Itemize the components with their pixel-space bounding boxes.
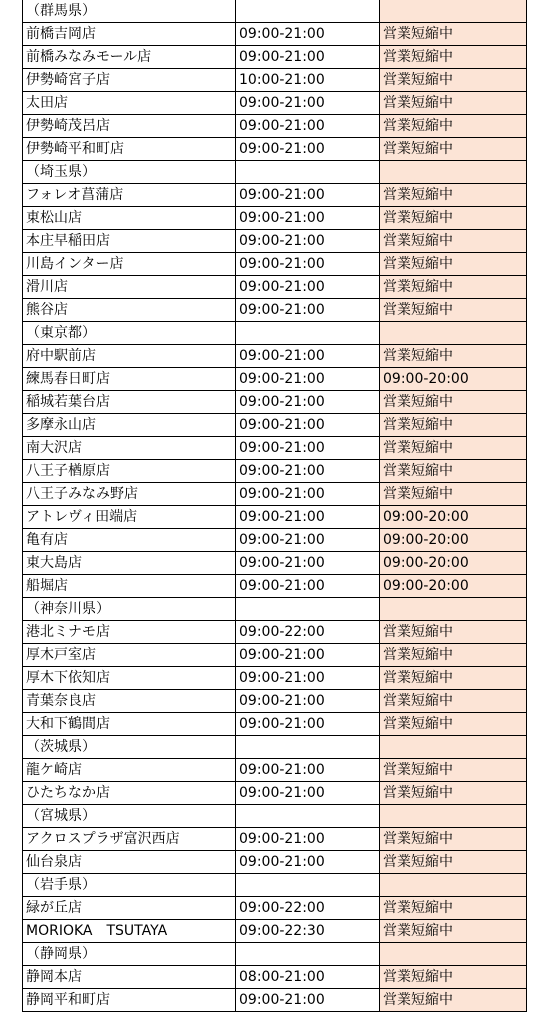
store-name-cell: アトレヴィ田端店 — [23, 506, 236, 529]
store-name-cell: 緑が丘店 — [23, 897, 236, 920]
store-name-cell: 本庄早稲田店 — [23, 230, 236, 253]
store-name-cell: 亀有店 — [23, 529, 236, 552]
regular-hours-cell: 09:00-21:00 — [236, 437, 380, 460]
store-name-cell: フォレオ菖蒲店 — [23, 184, 236, 207]
store-name-cell: 伊勢崎茂呂店 — [23, 115, 236, 138]
regular-hours-cell: 10:00-21:00 — [236, 69, 380, 92]
store-name-cell: 仙台泉店 — [23, 851, 236, 874]
regular-hours-cell — [236, 736, 380, 759]
store-row — [23, 207, 527, 230]
regular-hours-cell — [236, 322, 380, 345]
current-status-cell: 営業短縮中 — [380, 690, 527, 713]
region-header-row — [23, 598, 527, 621]
regular-hours-cell: 09:00-21:00 — [236, 92, 380, 115]
regular-hours-cell — [236, 0, 380, 23]
regular-hours-cell — [236, 598, 380, 621]
store-row — [23, 23, 527, 46]
store-row — [23, 713, 527, 736]
current-status-cell: 09:00-20:00 — [380, 529, 527, 552]
store-name-cell: 府中駅前店 — [23, 345, 236, 368]
current-status-cell: 営業短縮中 — [380, 299, 527, 322]
store-row — [23, 299, 527, 322]
regular-hours-cell: 09:00-22:00 — [236, 621, 380, 644]
region-name-cell: （埼玉県） — [23, 161, 236, 184]
current-status-cell — [380, 943, 527, 966]
regular-hours-cell: 09:00-21:00 — [236, 851, 380, 874]
current-status-cell — [380, 322, 527, 345]
region-header-row — [23, 736, 527, 759]
store-row — [23, 897, 527, 920]
region-name-cell: （岩手県） — [23, 874, 236, 897]
current-status-cell: 営業短縮中 — [380, 345, 527, 368]
store-row — [23, 460, 527, 483]
current-status-cell: 09:00-20:00 — [380, 552, 527, 575]
store-name-cell: 東松山店 — [23, 207, 236, 230]
current-status-cell: 営業短縮中 — [380, 184, 527, 207]
store-row — [23, 230, 527, 253]
store-row — [23, 138, 527, 161]
current-status-cell: 09:00-20:00 — [380, 506, 527, 529]
current-status-cell: 営業短縮中 — [380, 713, 527, 736]
current-status-cell: 営業短縮中 — [380, 92, 527, 115]
store-name-cell: 厚木戸室店 — [23, 644, 236, 667]
regular-hours-cell: 09:00-21:00 — [236, 690, 380, 713]
store-row — [23, 92, 527, 115]
store-row — [23, 920, 527, 943]
regular-hours-cell: 09:00-21:00 — [236, 828, 380, 851]
store-row — [23, 345, 527, 368]
current-status-cell: 営業短縮中 — [380, 138, 527, 161]
store-name-cell: 稲城若葉台店 — [23, 391, 236, 414]
region-name-cell: （茨城県） — [23, 736, 236, 759]
store-name-cell: 東大島店 — [23, 552, 236, 575]
current-status-cell: 営業短縮中 — [380, 989, 527, 1012]
current-status-cell: 営業短縮中 — [380, 483, 527, 506]
store-row — [23, 782, 527, 805]
store-name-cell: 静岡平和町店 — [23, 989, 236, 1012]
current-status-cell: 営業短縮中 — [380, 414, 527, 437]
current-status-cell: 営業短縮中 — [380, 621, 527, 644]
store-name-cell: 太田店 — [23, 92, 236, 115]
region-header-row — [23, 0, 527, 23]
current-status-cell — [380, 805, 527, 828]
current-status-cell: 営業短縮中 — [380, 46, 527, 69]
store-row — [23, 667, 527, 690]
regular-hours-cell: 09:00-21:00 — [236, 529, 380, 552]
store-name-cell: 伊勢崎宮子店 — [23, 69, 236, 92]
current-status-cell: 営業短縮中 — [380, 207, 527, 230]
store-row — [23, 115, 527, 138]
regular-hours-cell: 09:00-21:00 — [236, 46, 380, 69]
region-name-cell: （東京都） — [23, 322, 236, 345]
current-status-cell: 09:00-20:00 — [380, 575, 527, 598]
store-name-cell: 大和下鶴間店 — [23, 713, 236, 736]
region-name-cell: （神奈川県） — [23, 598, 236, 621]
current-status-cell: 営業短縮中 — [380, 437, 527, 460]
current-status-cell — [380, 598, 527, 621]
current-status-cell: 営業短縮中 — [380, 230, 527, 253]
current-status-cell: 営業短縮中 — [380, 460, 527, 483]
current-status-cell: 営業短縮中 — [380, 391, 527, 414]
current-status-cell: 営業短縮中 — [380, 851, 527, 874]
current-status-cell: 営業短縮中 — [380, 276, 527, 299]
region-header-row — [23, 805, 527, 828]
regular-hours-cell: 09:00-21:00 — [236, 368, 380, 391]
current-status-cell: 営業短縮中 — [380, 920, 527, 943]
current-status-cell: 営業短縮中 — [380, 759, 527, 782]
store-name-cell: 八王子楢原店 — [23, 460, 236, 483]
store-row — [23, 69, 527, 92]
regular-hours-cell: 09:00-21:00 — [236, 460, 380, 483]
store-row — [23, 506, 527, 529]
region-name-cell: （静岡県） — [23, 943, 236, 966]
regular-hours-cell: 09:00-21:00 — [236, 207, 380, 230]
regular-hours-cell: 09:00-21:00 — [236, 184, 380, 207]
store-name-cell: 前橋吉岡店 — [23, 23, 236, 46]
store-name-cell: ひたちなか店 — [23, 782, 236, 805]
store-hours-table-body — [23, 0, 527, 1012]
store-row — [23, 368, 527, 391]
current-status-cell: 営業短縮中 — [380, 828, 527, 851]
region-header-row — [23, 161, 527, 184]
store-name-cell: 滑川店 — [23, 276, 236, 299]
regular-hours-cell: 09:00-21:00 — [236, 575, 380, 598]
regular-hours-cell: 09:00-21:00 — [236, 989, 380, 1012]
regular-hours-cell: 09:00-21:00 — [236, 299, 380, 322]
store-name-cell: 静岡本店 — [23, 966, 236, 989]
store-row — [23, 414, 527, 437]
store-name-cell: 厚木下依知店 — [23, 667, 236, 690]
store-row — [23, 759, 527, 782]
current-status-cell: 営業短縮中 — [380, 897, 527, 920]
regular-hours-cell: 09:00-21:00 — [236, 506, 380, 529]
store-row — [23, 621, 527, 644]
current-status-cell — [380, 161, 527, 184]
store-hours-table — [22, 0, 527, 1012]
regular-hours-cell: 09:00-21:00 — [236, 345, 380, 368]
regular-hours-cell: 09:00-21:00 — [236, 253, 380, 276]
store-name-cell: 多摩永山店 — [23, 414, 236, 437]
region-header-row — [23, 943, 527, 966]
store-row — [23, 552, 527, 575]
regular-hours-cell: 09:00-21:00 — [236, 759, 380, 782]
store-row — [23, 966, 527, 989]
store-row — [23, 391, 527, 414]
regular-hours-cell — [236, 161, 380, 184]
current-status-cell: 09:00-20:00 — [380, 368, 527, 391]
regular-hours-cell: 09:00-21:00 — [236, 667, 380, 690]
regular-hours-cell — [236, 805, 380, 828]
store-name-cell: 龍ケ崎店 — [23, 759, 236, 782]
regular-hours-cell: 08:00-21:00 — [236, 966, 380, 989]
store-name-cell: 伊勢崎平和町店 — [23, 138, 236, 161]
region-header-row — [23, 322, 527, 345]
regular-hours-cell: 09:00-21:00 — [236, 644, 380, 667]
current-status-cell: 営業短縮中 — [380, 966, 527, 989]
store-name-cell: 南大沢店 — [23, 437, 236, 460]
store-row — [23, 851, 527, 874]
current-status-cell — [380, 736, 527, 759]
current-status-cell: 営業短縮中 — [380, 23, 527, 46]
regular-hours-cell: 09:00-21:00 — [236, 552, 380, 575]
regular-hours-cell: 09:00-21:00 — [236, 138, 380, 161]
regular-hours-cell: 09:00-21:00 — [236, 230, 380, 253]
current-status-cell: 営業短縮中 — [380, 644, 527, 667]
store-name-cell: MORIOKA TSUTAYA — [23, 920, 236, 943]
regular-hours-cell: 09:00-21:00 — [236, 23, 380, 46]
store-row — [23, 828, 527, 851]
store-name-cell: アクロスプラザ富沢西店 — [23, 828, 236, 851]
current-status-cell — [380, 0, 527, 23]
current-status-cell: 営業短縮中 — [380, 782, 527, 805]
regular-hours-cell: 09:00-21:00 — [236, 483, 380, 506]
regular-hours-cell: 09:00-22:30 — [236, 920, 380, 943]
regular-hours-cell: 09:00-21:00 — [236, 391, 380, 414]
current-status-cell: 営業短縮中 — [380, 69, 527, 92]
region-name-cell: （群馬県） — [23, 0, 236, 23]
current-status-cell: 営業短縮中 — [380, 253, 527, 276]
regular-hours-cell: 09:00-21:00 — [236, 276, 380, 299]
regular-hours-cell — [236, 874, 380, 897]
store-row — [23, 989, 527, 1012]
store-name-cell: 八王子みなみ野店 — [23, 483, 236, 506]
regular-hours-cell: 09:00-21:00 — [236, 713, 380, 736]
store-row — [23, 184, 527, 207]
store-name-cell: 川島インター店 — [23, 253, 236, 276]
store-row — [23, 529, 527, 552]
store-row — [23, 46, 527, 69]
store-name-cell: 前橋みなみモール店 — [23, 46, 236, 69]
store-name-cell: 熊谷店 — [23, 299, 236, 322]
store-row — [23, 644, 527, 667]
store-row — [23, 253, 527, 276]
regular-hours-cell: 09:00-21:00 — [236, 115, 380, 138]
store-row — [23, 437, 527, 460]
store-name-cell: 青葉奈良店 — [23, 690, 236, 713]
store-name-cell: 船堀店 — [23, 575, 236, 598]
store-row — [23, 276, 527, 299]
store-row — [23, 483, 527, 506]
regular-hours-cell — [236, 943, 380, 966]
store-row — [23, 575, 527, 598]
regular-hours-cell: 09:00-21:00 — [236, 782, 380, 805]
regular-hours-cell: 09:00-21:00 — [236, 414, 380, 437]
current-status-cell: 営業短縮中 — [380, 115, 527, 138]
regular-hours-cell: 09:00-22:00 — [236, 897, 380, 920]
current-status-cell: 営業短縮中 — [380, 667, 527, 690]
store-row — [23, 690, 527, 713]
region-name-cell: （宮城県） — [23, 805, 236, 828]
region-header-row — [23, 874, 527, 897]
current-status-cell — [380, 874, 527, 897]
store-name-cell: 練馬春日町店 — [23, 368, 236, 391]
store-name-cell: 港北ミナモ店 — [23, 621, 236, 644]
